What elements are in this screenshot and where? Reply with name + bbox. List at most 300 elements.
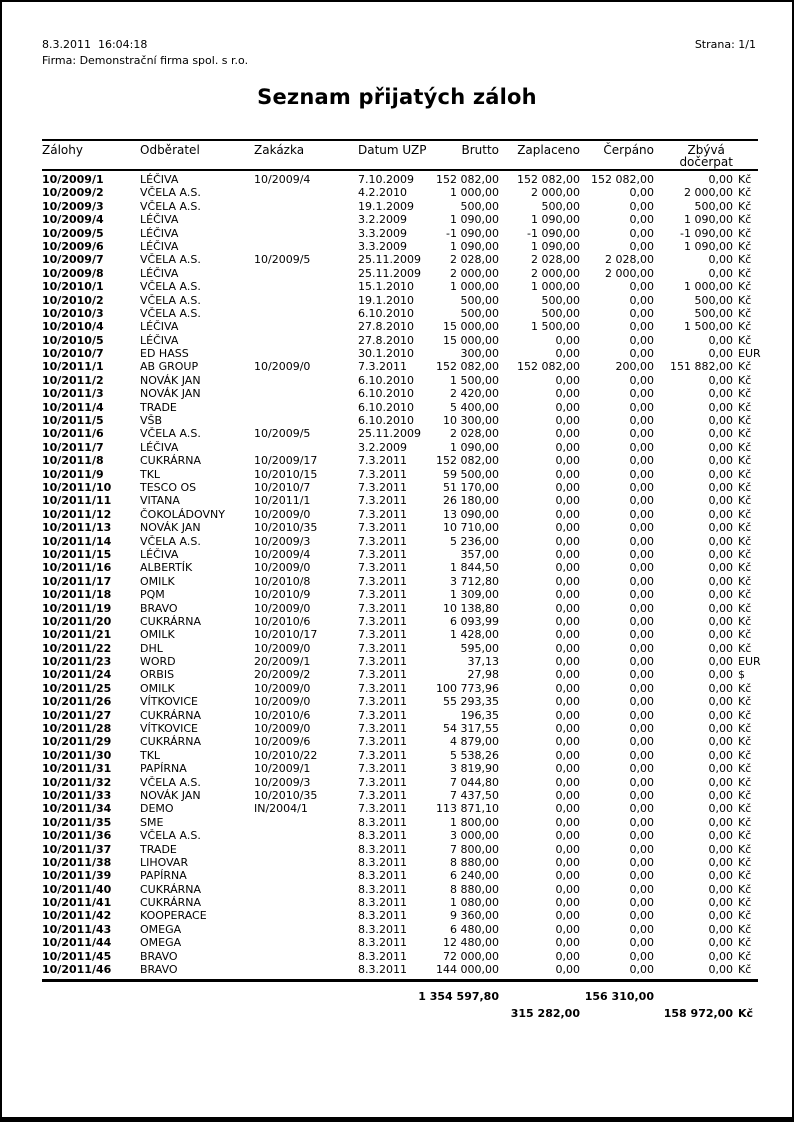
cell-date-uzp: 7.3.2011 xyxy=(358,775,407,789)
cell-paid: 0,00 xyxy=(555,373,580,387)
cell-brutto: 152 082,00 xyxy=(436,173,499,186)
table-row xyxy=(42,320,758,333)
cell-currency: Kč xyxy=(738,922,752,936)
cell-advance-id: 10/2011/46 xyxy=(42,963,112,977)
cell-paid: 2 000,00 xyxy=(531,266,580,280)
cell-remaining: 0,00 xyxy=(708,909,733,923)
cell-brutto: 2 420,00 xyxy=(450,387,499,401)
cell-remaining: 0,00 xyxy=(708,333,733,347)
cell-remaining: 0,00 xyxy=(708,561,733,575)
cell-paid: 1 090,00 xyxy=(531,213,580,227)
table-row xyxy=(42,561,758,574)
cell-brutto: 1 080,00 xyxy=(450,896,499,910)
table-row xyxy=(42,709,758,722)
cell-advance-id: 10/2011/7 xyxy=(42,440,104,454)
table-row xyxy=(42,374,758,387)
cell-remaining: 0,00 xyxy=(708,507,733,521)
cell-brutto: 1 428,00 xyxy=(450,628,499,642)
cell-currency: Kč xyxy=(738,414,752,428)
cell-remaining: 0,00 xyxy=(708,614,733,628)
cell-drawn: 0,00 xyxy=(629,534,654,548)
cell-brutto: -1 090,00 xyxy=(446,226,499,240)
cell-remaining: 0,00 xyxy=(708,655,733,669)
cell-advance-id: 10/2011/3 xyxy=(42,387,104,401)
cell-customer: VČELA A.S. xyxy=(140,186,201,200)
cell-customer: OMEGA xyxy=(140,936,182,950)
cell-brutto: 2 000,00 xyxy=(450,266,499,280)
cell-customer: KOOPERACE xyxy=(140,909,207,923)
cell-paid: 0,00 xyxy=(555,735,580,749)
cell-customer: VČELA A.S. xyxy=(140,829,201,843)
cell-advance-id: 10/2011/36 xyxy=(42,829,112,843)
cell-drawn: 0,00 xyxy=(629,347,654,361)
cell-date-uzp: 7.3.2011 xyxy=(358,722,407,736)
cell-order xyxy=(254,200,358,213)
cell-remaining: 0,00 xyxy=(708,668,733,682)
cell-order: 10/2010/6 xyxy=(254,614,311,628)
cell-remaining: 0,00 xyxy=(708,842,733,856)
cell-paid: 0,00 xyxy=(555,387,580,401)
cell-advance-id: 10/2011/12 xyxy=(42,507,112,521)
cell-drawn: 0,00 xyxy=(629,855,654,869)
cell-customer: ORBIS xyxy=(140,668,175,682)
cell-remaining: 0,00 xyxy=(708,480,733,494)
cell-brutto: 10 710,00 xyxy=(443,521,499,535)
cell-paid: 0,00 xyxy=(555,507,580,521)
cell-order: 10/2009/3 xyxy=(254,534,311,548)
cell-customer: LÉČIVA xyxy=(140,226,179,240)
cell-currency: Kč xyxy=(738,521,752,535)
cell-customer: LIHOVAR xyxy=(140,855,189,869)
cell-paid: 0,00 xyxy=(555,534,580,548)
cell-advance-id: 10/2011/24 xyxy=(42,668,112,682)
cell-drawn: 0,00 xyxy=(629,400,654,414)
cell-advance-id: 10/2010/1 xyxy=(42,280,104,294)
cell-drawn: 0,00 xyxy=(629,695,654,709)
cell-drawn: 2 028,00 xyxy=(605,253,654,267)
cell-date-uzp: 7.3.2011 xyxy=(358,561,407,575)
cell-date-uzp: 7.3.2011 xyxy=(358,788,407,802)
cell-drawn: 0,00 xyxy=(629,628,654,642)
table-row xyxy=(42,508,758,521)
cell-order: 10/2010/9 xyxy=(254,588,311,602)
cell-order xyxy=(254,414,358,427)
cell-drawn: 0,00 xyxy=(629,320,654,334)
table-row xyxy=(42,695,758,708)
cell-date-uzp: 4.2.2010 xyxy=(358,186,407,200)
cell-drawn: 0,00 xyxy=(629,641,654,655)
cell-brutto: 59 500,00 xyxy=(443,467,499,481)
cell-brutto: 9 360,00 xyxy=(450,909,499,923)
cell-currency: Kč xyxy=(738,963,752,977)
table-header-row xyxy=(42,141,758,169)
cell-order: 10/2010/22 xyxy=(254,748,318,762)
cell-currency: Kč xyxy=(738,775,752,789)
cell-currency: Kč xyxy=(738,855,752,869)
cell-customer: LÉČIVA xyxy=(140,173,179,186)
cell-drawn: 0,00 xyxy=(629,373,654,387)
cell-advance-id: 10/2011/31 xyxy=(42,762,112,776)
table-row xyxy=(42,869,758,882)
cell-paid: 0,00 xyxy=(555,949,580,963)
cell-order: 10/2009/0 xyxy=(254,507,311,521)
cell-drawn: 0,00 xyxy=(629,480,654,494)
cell-drawn: 0,00 xyxy=(629,896,654,910)
cell-date-uzp: 7.3.2011 xyxy=(358,681,407,695)
cell-customer: WORD xyxy=(140,655,176,669)
cell-customer: PAPÍRNA xyxy=(140,762,187,776)
cell-remaining: 0,00 xyxy=(708,829,733,843)
total-brutto: 1 354 597,80 xyxy=(418,990,499,1004)
cell-brutto: 1 309,00 xyxy=(450,588,499,602)
cell-remaining: 500,00 xyxy=(694,199,733,213)
table-row xyxy=(42,776,758,789)
cell-order xyxy=(254,213,358,226)
cell-remaining: 500,00 xyxy=(694,293,733,307)
cell-customer: VÍTKOVICE xyxy=(140,722,198,736)
cell-brutto: 10 138,80 xyxy=(443,601,499,615)
cell-drawn: 0,00 xyxy=(629,762,654,776)
table-row xyxy=(42,521,758,534)
cell-drawn: 0,00 xyxy=(629,708,654,722)
cell-drawn: 0,00 xyxy=(629,614,654,628)
cell-remaining: 0,00 xyxy=(708,494,733,508)
cell-remaining: 0,00 xyxy=(708,896,733,910)
cell-currency: Kč xyxy=(738,722,752,736)
cell-order: 10/2009/0 xyxy=(254,695,311,709)
cell-advance-id: 10/2011/23 xyxy=(42,655,112,669)
cell-brutto: 13 090,00 xyxy=(443,507,499,521)
cell-currency: Kč xyxy=(738,735,752,749)
cell-currency: Kč xyxy=(738,601,752,615)
cell-paid: 0,00 xyxy=(555,480,580,494)
cell-paid: 0,00 xyxy=(555,561,580,575)
cell-advance-id: 10/2011/44 xyxy=(42,936,112,950)
cell-currency: Kč xyxy=(738,226,752,240)
cell-date-uzp: 7.3.2011 xyxy=(358,802,407,816)
cell-order: 10/2009/5 xyxy=(254,427,311,441)
cell-brutto: 100 773,96 xyxy=(436,681,499,695)
cell-brutto: 27,98 xyxy=(467,668,499,682)
cell-remaining: 0,00 xyxy=(708,762,733,776)
cell-advance-id: 10/2009/1 xyxy=(42,173,104,186)
table-row xyxy=(42,816,758,829)
cell-brutto: 8 880,00 xyxy=(450,855,499,869)
table-row xyxy=(42,588,758,601)
cell-date-uzp: 25.11.2009 xyxy=(358,253,421,267)
cell-date-uzp: 8.3.2011 xyxy=(358,882,407,896)
cell-date-uzp: 19.1.2010 xyxy=(358,293,414,307)
cell-order xyxy=(254,829,358,842)
cell-date-uzp: 25.11.2009 xyxy=(358,427,421,441)
cell-brutto: 51 170,00 xyxy=(443,480,499,494)
cell-brutto: 3 712,80 xyxy=(450,574,499,588)
table-row xyxy=(42,602,758,615)
cell-customer: SME xyxy=(140,815,164,829)
cell-order xyxy=(254,294,358,307)
cell-customer: DHL xyxy=(140,641,163,655)
cell-customer: NOVÁK JAN xyxy=(140,387,201,401)
cell-date-uzp: 15.1.2010 xyxy=(358,280,414,294)
cell-currency: Kč xyxy=(738,454,752,468)
table-row xyxy=(42,668,758,681)
cell-drawn: 0,00 xyxy=(629,963,654,977)
cell-drawn: 0,00 xyxy=(629,735,654,749)
cell-brutto: 7 044,80 xyxy=(450,775,499,789)
header-bottom-rule xyxy=(42,169,758,171)
cell-order xyxy=(254,320,358,333)
cell-paid: 152 082,00 xyxy=(517,173,580,186)
cell-order xyxy=(254,186,358,199)
cell-customer: VČELA A.S. xyxy=(140,293,201,307)
cell-order xyxy=(254,441,358,454)
cell-currency: Kč xyxy=(738,306,752,320)
cell-brutto: 5 538,26 xyxy=(450,748,499,762)
cell-advance-id: 10/2011/29 xyxy=(42,735,112,749)
cell-currency: Kč xyxy=(738,333,752,347)
cell-remaining: 151 882,00 xyxy=(670,360,733,374)
table-row xyxy=(42,481,758,494)
cell-remaining: 0,00 xyxy=(708,722,733,736)
cell-drawn: 0,00 xyxy=(629,306,654,320)
cell-order: 10/2009/4 xyxy=(254,173,311,186)
cell-brutto: 500,00 xyxy=(460,293,499,307)
cell-paid: 0,00 xyxy=(555,788,580,802)
cell-brutto: 500,00 xyxy=(460,199,499,213)
cell-order: 10/2009/0 xyxy=(254,641,311,655)
cell-currency: Kč xyxy=(738,253,752,267)
cell-customer: BRAVO xyxy=(140,601,178,615)
cell-drawn: 0,00 xyxy=(629,561,654,575)
cell-advance-id: 10/2009/2 xyxy=(42,186,104,200)
total-currency: Kč xyxy=(738,1007,754,1021)
cell-customer: CUKRÁRNA xyxy=(140,708,202,722)
cell-brutto: 113 871,10 xyxy=(436,802,499,816)
table-row xyxy=(42,494,758,507)
cell-order xyxy=(254,334,358,347)
total-drawn: 156 310,00 xyxy=(584,990,654,1004)
cell-order xyxy=(254,347,358,360)
cell-customer: TRADE xyxy=(140,400,177,414)
cell-remaining: 0,00 xyxy=(708,628,733,642)
cell-currency: $ xyxy=(738,668,745,682)
table-row xyxy=(42,267,758,280)
totals-rule xyxy=(42,979,758,982)
cell-paid: 0,00 xyxy=(555,547,580,561)
total-paid: 315 282,00 xyxy=(510,1007,580,1021)
table-row xyxy=(42,535,758,548)
cell-advance-id: 10/2009/6 xyxy=(42,239,104,253)
cell-drawn: 0,00 xyxy=(629,280,654,294)
cell-remaining: 0,00 xyxy=(708,708,733,722)
cell-paid: 152 082,00 xyxy=(517,360,580,374)
cell-advance-id: 10/2011/33 xyxy=(42,788,112,802)
cell-customer: CUKRÁRNA xyxy=(140,614,202,628)
cell-remaining: 0,00 xyxy=(708,802,733,816)
col-header-customer: Odběratel xyxy=(140,143,200,157)
cell-remaining: 0,00 xyxy=(708,855,733,869)
cell-brutto: 1 090,00 xyxy=(450,440,499,454)
table-row xyxy=(42,856,758,869)
cell-advance-id: 10/2009/7 xyxy=(42,253,104,267)
table-row xyxy=(42,253,758,266)
cell-currency: Kč xyxy=(738,320,752,334)
cell-currency: Kč xyxy=(738,949,752,963)
cell-customer: VČELA A.S. xyxy=(140,775,201,789)
cell-order: IN/2004/1 xyxy=(254,802,308,816)
cell-brutto: 55 293,35 xyxy=(443,695,499,709)
cell-customer: DEMO xyxy=(140,802,174,816)
cell-paid: 0,00 xyxy=(555,936,580,950)
col-header-remaining: Zbývá dočerpat xyxy=(679,143,733,169)
table-row xyxy=(42,200,758,213)
cell-drawn: 0,00 xyxy=(629,748,654,762)
cell-remaining: 0,00 xyxy=(708,882,733,896)
cell-order xyxy=(254,267,358,280)
cell-order: 10/2009/1 xyxy=(254,762,311,776)
col-header-advances: Zálohy xyxy=(42,143,83,157)
cell-currency: Kč xyxy=(738,507,752,521)
cell-advance-id: 10/2011/32 xyxy=(42,775,112,789)
cell-customer: OMILK xyxy=(140,628,175,642)
cell-drawn: 0,00 xyxy=(629,440,654,454)
cell-advance-id: 10/2011/4 xyxy=(42,400,104,414)
cell-advance-id: 10/2010/7 xyxy=(42,347,104,361)
cell-remaining: 0,00 xyxy=(708,427,733,441)
cell-date-uzp: 7.3.2011 xyxy=(358,534,407,548)
cell-order: 10/2009/3 xyxy=(254,775,311,789)
cell-order: 10/2009/0 xyxy=(254,681,311,695)
report-title: Seznam přijatých záloh xyxy=(257,85,537,109)
cell-advance-id: 10/2009/8 xyxy=(42,266,104,280)
cell-remaining: 0,00 xyxy=(708,387,733,401)
cell-order: 10/2009/5 xyxy=(254,253,311,267)
cell-brutto: 357,00 xyxy=(460,547,499,561)
cell-date-uzp: 7.3.2011 xyxy=(358,574,407,588)
cell-drawn: 152 082,00 xyxy=(591,173,654,186)
cell-remaining: 0,00 xyxy=(708,949,733,963)
cell-customer: ALBERTÍK xyxy=(140,561,193,575)
cell-paid: 0,00 xyxy=(555,896,580,910)
cell-order xyxy=(254,387,358,400)
table-row xyxy=(42,896,758,909)
table-body xyxy=(42,173,761,977)
cell-date-uzp: 3.3.2009 xyxy=(358,239,407,253)
cell-brutto: 7 800,00 xyxy=(450,842,499,856)
cell-order xyxy=(254,280,358,293)
cell-advance-id: 10/2011/25 xyxy=(42,681,112,695)
cell-brutto: 1 800,00 xyxy=(450,815,499,829)
table-row xyxy=(42,360,758,373)
cell-paid: 0,00 xyxy=(555,521,580,535)
cell-drawn: 0,00 xyxy=(629,949,654,963)
cell-drawn: 0,00 xyxy=(629,869,654,883)
cell-drawn: 0,00 xyxy=(629,186,654,200)
table-row xyxy=(42,454,758,467)
totals-row-2 xyxy=(42,1003,758,1020)
table-row xyxy=(42,722,758,735)
cell-date-uzp: 19.1.2009 xyxy=(358,199,414,213)
table-row xyxy=(42,387,758,400)
cell-currency: Kč xyxy=(738,186,752,200)
table-row xyxy=(42,575,758,588)
table-row xyxy=(42,240,758,253)
cell-date-uzp: 25.11.2009 xyxy=(358,266,421,280)
table-row xyxy=(42,883,758,896)
cell-brutto: 2 028,00 xyxy=(450,253,499,267)
cell-remaining: 500,00 xyxy=(694,306,733,320)
cell-brutto: 15 000,00 xyxy=(443,320,499,334)
cell-order: 10/2010/35 xyxy=(254,521,318,535)
table-row xyxy=(42,762,758,775)
cell-drawn: 0,00 xyxy=(629,467,654,481)
cell-date-uzp: 7.3.2011 xyxy=(358,454,407,468)
cell-remaining: 1 500,00 xyxy=(684,320,733,334)
cell-remaining: 1 090,00 xyxy=(684,213,733,227)
cell-customer: VŠB xyxy=(140,414,163,428)
cell-date-uzp: 8.3.2011 xyxy=(358,896,407,910)
table-row xyxy=(42,280,758,293)
table-row xyxy=(42,615,758,628)
cell-remaining: 2 000,00 xyxy=(684,186,733,200)
cell-remaining: 0,00 xyxy=(708,963,733,977)
cell-brutto: 7 437,50 xyxy=(450,788,499,802)
cell-brutto: 10 300,00 xyxy=(443,414,499,428)
cell-paid: 0,00 xyxy=(555,668,580,682)
cell-paid: 500,00 xyxy=(541,306,580,320)
cell-currency: Kč xyxy=(738,936,752,950)
cell-brutto: 1 844,50 xyxy=(450,561,499,575)
cell-advance-id: 10/2011/8 xyxy=(42,454,104,468)
cell-remaining: 1 090,00 xyxy=(684,239,733,253)
cell-brutto: 6 093,99 xyxy=(450,614,499,628)
cell-customer: TKL xyxy=(140,748,161,762)
col-header-drawn: Čerpáno xyxy=(603,143,654,157)
cell-date-uzp: 8.3.2011 xyxy=(358,869,407,883)
cell-order: 10/2010/8 xyxy=(254,574,311,588)
cell-customer: NOVÁK JAN xyxy=(140,373,201,387)
cell-currency: Kč xyxy=(738,748,752,762)
cell-drawn: 0,00 xyxy=(629,788,654,802)
cell-currency: Kč xyxy=(738,534,752,548)
cell-paid: 0,00 xyxy=(555,842,580,856)
cell-customer: CUKRÁRNA xyxy=(140,882,202,896)
cell-order xyxy=(254,856,358,869)
cell-remaining: 0,00 xyxy=(708,534,733,548)
cell-currency: Kč xyxy=(738,815,752,829)
cell-advance-id: 10/2010/2 xyxy=(42,293,104,307)
cell-drawn: 0,00 xyxy=(629,414,654,428)
cell-advance-id: 10/2011/6 xyxy=(42,427,104,441)
cell-brutto: 2 028,00 xyxy=(450,427,499,441)
cell-date-uzp: 7.3.2011 xyxy=(358,547,407,561)
cell-drawn: 0,00 xyxy=(629,909,654,923)
cell-customer: AB GROUP xyxy=(140,360,199,374)
cell-date-uzp: 7.3.2011 xyxy=(358,521,407,535)
cell-paid: 0,00 xyxy=(555,802,580,816)
cell-brutto: 6 240,00 xyxy=(450,869,499,883)
table-row xyxy=(42,468,758,481)
cell-brutto: 1 500,00 xyxy=(450,373,499,387)
cell-order xyxy=(254,240,358,253)
cell-date-uzp: 7.3.2011 xyxy=(358,494,407,508)
table-row xyxy=(42,802,758,815)
cell-currency: Kč xyxy=(738,467,752,481)
cell-currency: Kč xyxy=(738,882,752,896)
cell-order xyxy=(254,896,358,909)
cell-remaining: 0,00 xyxy=(708,574,733,588)
cell-paid: 0,00 xyxy=(555,574,580,588)
